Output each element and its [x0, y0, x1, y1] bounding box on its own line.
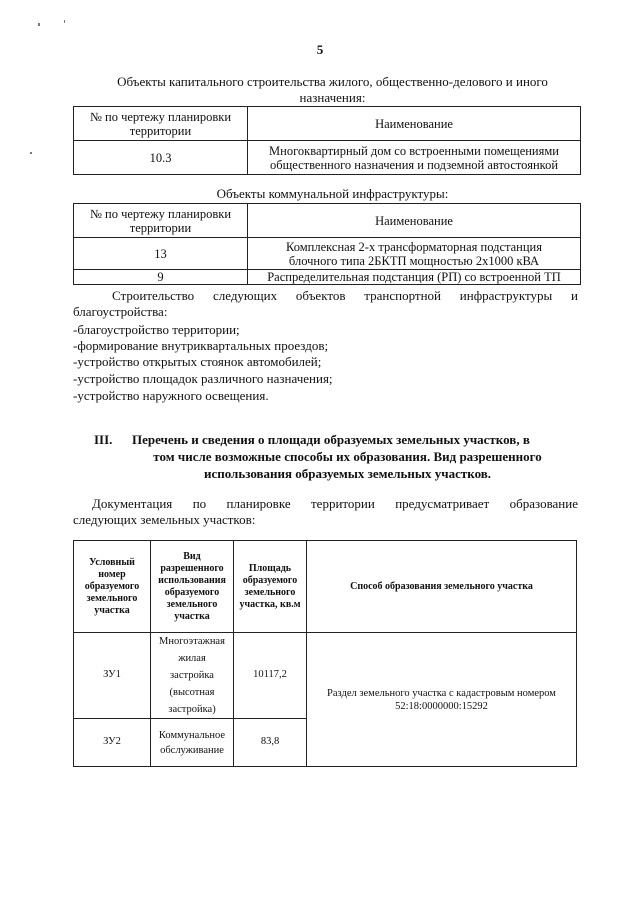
- page-number: 5: [316, 42, 324, 57]
- cell-area: 83,8: [234, 719, 307, 767]
- table-row: [74, 238, 581, 270]
- section3-title-line3: использования образуемых земельных участков.: [203, 466, 492, 481]
- scan-speck: [38, 23, 40, 26]
- table-header-row: [74, 541, 577, 633]
- cell-name-line2: общественного назначения и подземной автостоянкой: [269, 157, 559, 172]
- scan-speck: [64, 20, 65, 23]
- col-header-formation-method: Способ образования земельного участка: [307, 541, 577, 633]
- cell-formation-method: [307, 633, 577, 767]
- cell-number: 9: [74, 270, 248, 285]
- capital-objects-table: [73, 106, 581, 175]
- formation-method-line1: Раздел земельного участка с кадастровым номером: [327, 687, 556, 699]
- land-plots-table: [73, 540, 577, 767]
- table-header-row: [74, 204, 581, 238]
- utility-objects-table: [73, 203, 581, 285]
- cell-number: 13: [74, 238, 248, 270]
- cell-permitted-use: Коммунальное обслуживание: [151, 719, 234, 767]
- list-item: -устройство площадок различного назначения;: [73, 371, 333, 386]
- section2-heading: Объекты коммунальной инфраструктуры:: [216, 186, 449, 201]
- formation-method-line2: 52:18:0000000:15292: [395, 700, 488, 712]
- list-item: -благоустройство территории;: [73, 322, 240, 337]
- cell-permitted-use: Многоэтажная жилая застройка (высотная застройка): [151, 633, 234, 719]
- cell-name-line1: Многоквартирный дом со встроенными помещениями: [269, 143, 559, 158]
- construction-intro-line2: благоустройства:: [73, 304, 168, 319]
- list-item: -устройство открытых стоянок автомобилей;: [73, 354, 322, 369]
- cell-area: 10117,2: [234, 633, 307, 719]
- col-header-name: Наименование: [248, 204, 581, 238]
- section1-heading-line1: Объекты капитального строительства жилого, общественно-делового и иного: [117, 74, 548, 89]
- cell-name-line1: Комплексная 2-х трансформаторная подстанция: [286, 239, 542, 254]
- cell-name: [248, 238, 581, 270]
- cell-plot-number: ЗУ1: [74, 633, 151, 719]
- col-header-plot-number: Условный номер образуемого земельного участка: [74, 541, 151, 633]
- doc-para-line1: Документация по планировке территории предусматривает образование: [92, 496, 578, 511]
- col-header-name: Наименование: [248, 107, 581, 141]
- col-header-permitted-use: Вид разрешенного использования образуемого земельного участка: [151, 541, 234, 633]
- col-header-number: № по чертежу планировки территории: [74, 107, 248, 141]
- table-row: [74, 270, 581, 285]
- scan-speck: [30, 152, 32, 154]
- table-row: [74, 633, 577, 719]
- section1-heading-line2: назначения:: [299, 90, 366, 105]
- cell-name: [248, 141, 581, 175]
- cell-plot-number: ЗУ2: [74, 719, 151, 767]
- section3-title-line2: том числе возможные способы их образования. Вид разрешенного: [153, 449, 542, 464]
- cell-number: 10.3: [74, 141, 248, 175]
- col-header-number: № по чертежу планировки территории: [74, 204, 248, 238]
- construction-intro-line1: Строительство следующих объектов транспортной инфраструктуры и: [112, 288, 578, 303]
- table-row: [74, 141, 581, 175]
- list-item: -устройство наружного освещения.: [73, 388, 269, 403]
- col-header-area: Площадь образуемого земельного участка, кв.м: [234, 541, 307, 633]
- cell-name: Распределительная подстанция (РП) со встроенной ТП: [248, 270, 581, 285]
- doc-para-line2: следующих земельных участков:: [73, 512, 256, 527]
- section3-roman-numeral: III.: [94, 432, 113, 447]
- table-header-row: [74, 107, 581, 141]
- section3-title-line1: Перечень и сведения о площади образуемых земельных участков, в: [132, 432, 530, 447]
- cell-name-line2: блочного типа 2БКТП мощностью 2х1000 кВА: [288, 253, 540, 268]
- list-item: -формирование внутриквартальных проездов;: [73, 338, 329, 353]
